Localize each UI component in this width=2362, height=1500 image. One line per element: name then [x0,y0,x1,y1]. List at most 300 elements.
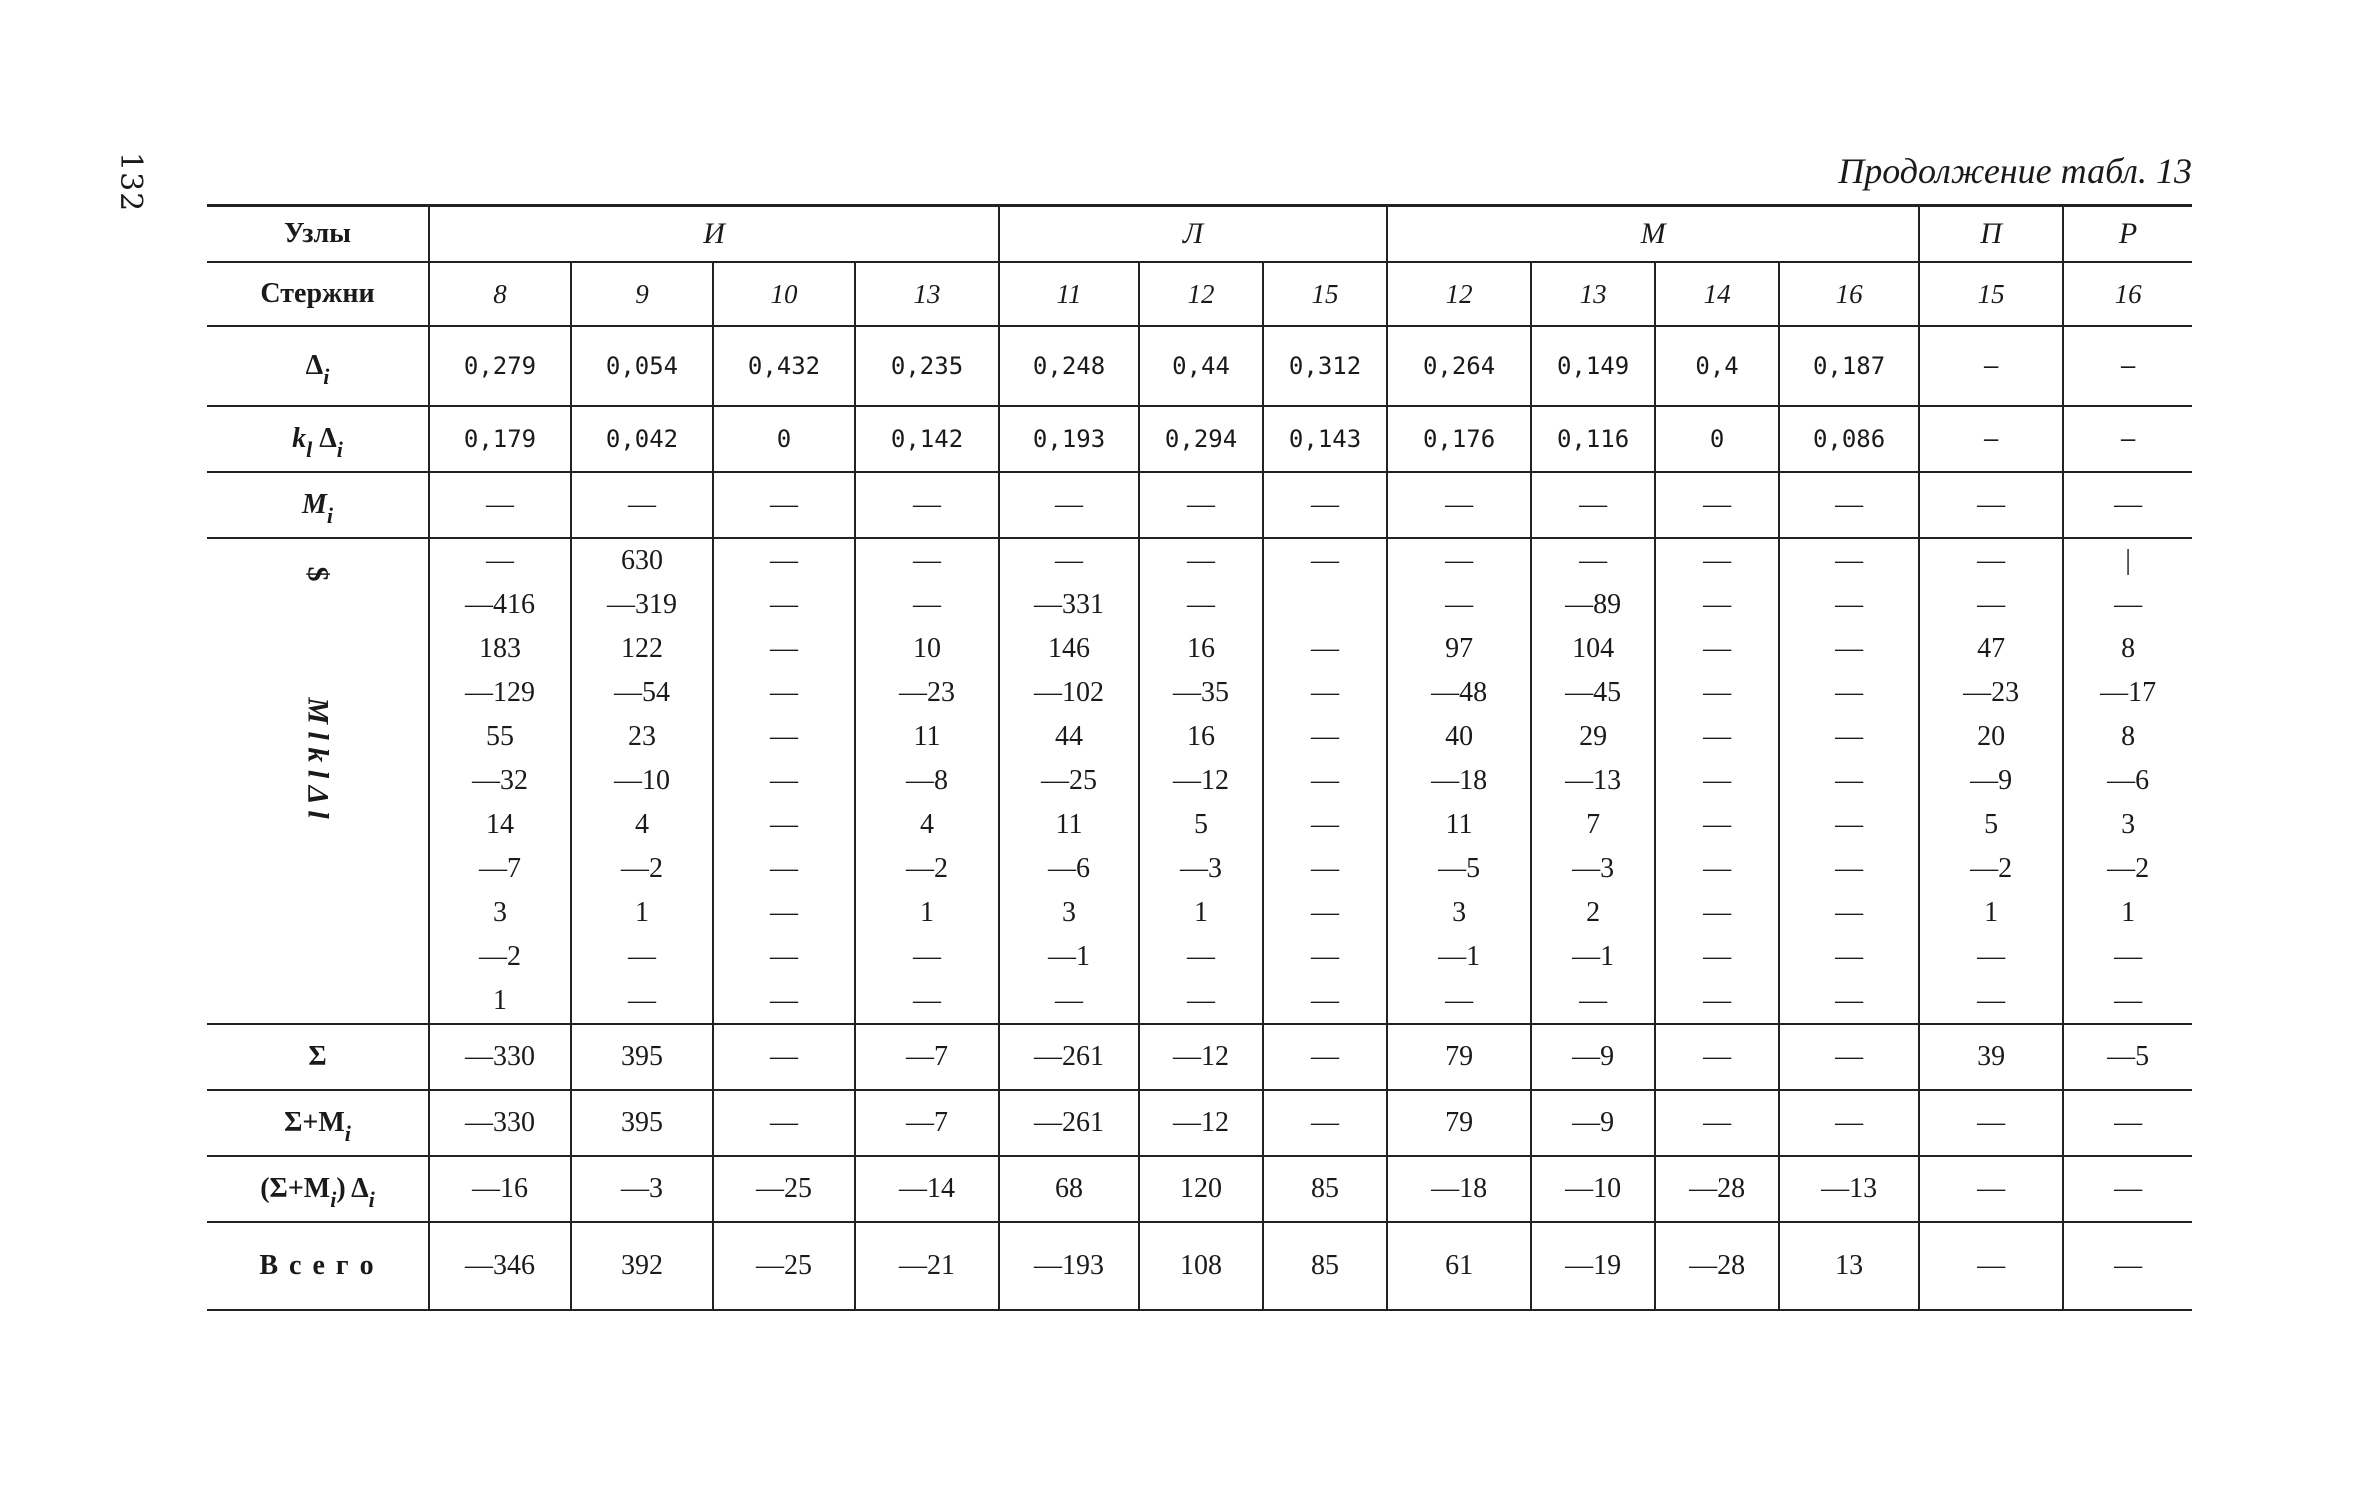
table-cell: 0,143 [1263,406,1387,472]
table-cell: — [1779,1090,1919,1156]
table-cell: 29 [1531,715,1655,759]
table-cell: — [1139,472,1263,538]
block-row [207,583,2192,627]
table-cell: 16 [1139,627,1263,671]
row-sigma [207,1024,2192,1090]
data-table [207,204,2192,1311]
table-cell: — [1919,979,2063,1024]
row-sigma-m [207,1090,2192,1156]
table-cell: 0,176 [1387,406,1531,472]
table-cell: — [1779,538,1919,583]
table-cell: 5 [1139,803,1263,847]
rod-header: 9 [571,262,713,326]
row-label-k-delta [207,406,429,472]
table-cell: — [855,935,999,979]
table-cell: — [1919,406,2063,472]
dollar-mark: $ [301,566,335,582]
table-cell: 3 [1387,891,1531,935]
rod-header: 12 [1387,262,1531,326]
block-row [207,671,2192,715]
table-cell: 5 [1919,803,2063,847]
table-cell: —25 [713,1156,855,1222]
table-cell: —18 [1387,1156,1531,1222]
table-cell: 1 [855,891,999,935]
table-cell: — [1655,472,1779,538]
table-cell: — [1779,891,1919,935]
table-cell: 85 [1263,1156,1387,1222]
group-header: Р [2063,206,2192,263]
table-cell: — [1263,847,1387,891]
table-cell: —330 [429,1024,571,1090]
table-cell: 11 [1387,803,1531,847]
row-label-sigma-m [207,1090,429,1156]
rod-header: 13 [1531,262,1655,326]
table-cell: —12 [1139,1090,1263,1156]
table-cell: — [713,847,855,891]
table-cell: 395 [571,1090,713,1156]
table-cell: 40 [1387,715,1531,759]
table-cell: 146 [999,627,1139,671]
table-cell: 2 [1531,891,1655,935]
nodes-header: Узлы [207,206,429,263]
table-cell: —3 [1531,847,1655,891]
table-cell: — [1139,538,1263,583]
table-cell: — [1655,847,1779,891]
table-cell: —1 [999,935,1139,979]
table-cell: 0,248 [999,326,1139,406]
table-cell: — [1919,326,2063,406]
table-cell: — [1263,1090,1387,1156]
table-cell: —2 [855,847,999,891]
table-cell: — [2063,1222,2192,1310]
table-cell: — [1655,759,1779,803]
table-cell: —319 [571,583,713,627]
table-cell: 4 [571,803,713,847]
table-cell: 47 [1919,627,2063,671]
table-cell: — [855,538,999,583]
row-label-text: Σ+M [284,1107,345,1138]
rod-header: 16 [1779,262,1919,326]
table-cell: — [855,979,999,1024]
row-label-m-i [207,472,429,538]
table-cell: — [713,715,855,759]
row-label-text2: ) Δ [336,1173,369,1204]
table-cell: —21 [855,1222,999,1310]
table-cell: —2 [429,935,571,979]
table-cell: — [1919,1222,2063,1310]
table-cell: — [1387,583,1531,627]
table-cell: 3 [2063,803,2192,847]
table-continuation-caption: Продолжение табл. 13 [1838,151,2192,191]
table-cell: — [713,472,855,538]
table-cell: 1 [2063,891,2192,935]
rods-header: Стержни [207,262,429,326]
table-cell: — [2063,406,2192,472]
table-cell: —2 [571,847,713,891]
table-cell: — [429,472,571,538]
rod-header: 15 [1263,262,1387,326]
table-cell: 0,4 [1655,326,1779,406]
table-cell: — [1655,803,1779,847]
table-cell: —261 [999,1024,1139,1090]
table-cell: —330 [429,1090,571,1156]
table-cell: 61 [1387,1222,1531,1310]
row-label-sub: i [323,364,330,389]
table-cell: — [1779,627,1919,671]
table-cell: 0,042 [571,406,713,472]
table-cell: —12 [1139,1024,1263,1090]
table-cell: 7 [1531,803,1655,847]
table-cell: —9 [1919,759,2063,803]
table-cell: —129 [429,671,571,715]
row-label-text2: Δ [312,423,337,454]
table-cell: —6 [999,847,1139,891]
table-cell: — [713,1024,855,1090]
table-cell: 39 [1919,1024,2063,1090]
table-cell: — [1387,979,1531,1024]
table-cell: — [1387,472,1531,538]
block-label: M l k l Δ l [301,697,335,819]
table-cell: — [429,538,571,583]
table-cell: — [1779,935,1919,979]
table-cell: — [1655,627,1779,671]
table-cell: — [855,472,999,538]
table-cell: — [1779,1024,1919,1090]
table-cell: 392 [571,1222,713,1310]
table-cell: — [1263,538,1387,583]
row-label-sigma [207,1024,429,1090]
table-cell: 8 [2063,627,2192,671]
table-cell: —7 [429,847,571,891]
table-cell: —13 [1779,1156,1919,1222]
table-cell: — [855,583,999,627]
table-cell: 10 [855,627,999,671]
table-cell: — [2063,326,2192,406]
table-cell: 0,193 [999,406,1139,472]
table-cell: — [999,472,1139,538]
table-cell: — [713,583,855,627]
table-cell: — [999,538,1139,583]
table-cell: 0,116 [1531,406,1655,472]
table-cell: 1 [1919,891,2063,935]
table-cell: 0,054 [571,326,713,406]
table-cell: — [713,935,855,979]
table-cell: 122 [571,627,713,671]
row-k-delta [207,406,2192,472]
table-cell: — [1263,1024,1387,1090]
table-cell: —1 [1531,935,1655,979]
table-cell: 183 [429,627,571,671]
table-cell: 0,279 [429,326,571,406]
table-cell: — [1655,979,1779,1024]
table-cell: 0,179 [429,406,571,472]
table-cell: 0,312 [1263,326,1387,406]
table-cell: — [1139,583,1263,627]
block-row [207,627,2192,671]
table-cell: —25 [999,759,1139,803]
row-label-text: k [292,423,307,454]
table-cell: — [1779,979,1919,1024]
row-label-sub: i [326,503,334,528]
group-header: И [429,206,999,263]
table-cell: — [1531,538,1655,583]
table-cell: — [713,979,855,1024]
table-cell: —48 [1387,671,1531,715]
table-cell: — [1779,759,1919,803]
table-cell: —3 [571,1156,713,1222]
row-label-text: Δ [305,350,324,381]
table-cell: — [713,627,855,671]
row-label-total [207,1222,429,1310]
table-cell: —16 [429,1156,571,1222]
table-cell: —3 [1139,847,1263,891]
table-cell: —8 [855,759,999,803]
table-cell: 1 [1139,891,1263,935]
table-cell: — [1655,1024,1779,1090]
table-cell: — [1655,715,1779,759]
table-cell: 108 [1139,1222,1263,1310]
table-cell: 395 [571,1024,713,1090]
table-cell: —9 [1531,1090,1655,1156]
table-cell: — [1655,1090,1779,1156]
table-cell: 630 [571,538,713,583]
rod-header: 15 [1919,262,2063,326]
table-cell: — [1779,715,1919,759]
table-cell: 97 [1387,627,1531,671]
row-label-sigma-m-delta [207,1156,429,1222]
table-cell: 11 [855,715,999,759]
table-cell: — [713,759,855,803]
row-label-sub2: i [368,1187,375,1212]
table-cell: — [713,538,855,583]
row-label-sub: i [330,1187,337,1212]
table-cell: — [2063,472,2192,538]
table-cell: — [713,1090,855,1156]
table-cell: 44 [999,715,1139,759]
row-total [207,1222,2192,1310]
table-cell: —2 [1919,847,2063,891]
table-cell: — [1655,671,1779,715]
table-cell: — [1263,627,1387,671]
table-cell: 16 [1139,715,1263,759]
row-m-i [207,472,2192,538]
table-cell: —7 [855,1090,999,1156]
table-cell: —9 [1531,1024,1655,1090]
rod-header: 11 [999,262,1139,326]
table-cell: —19 [1531,1222,1655,1310]
table-cell: —35 [1139,671,1263,715]
table-cell: — [1655,583,1779,627]
table-cell: —193 [999,1222,1139,1310]
rod-header: 10 [713,262,855,326]
table-cell: —416 [429,583,571,627]
row-label-text: M [301,489,327,520]
group-header: М [1387,206,1919,263]
table-cell: — [713,671,855,715]
table-cell: —102 [999,671,1139,715]
table-cell: — [1263,891,1387,935]
block-label-cell [207,538,429,1024]
table-cell: 104 [1531,627,1655,671]
table-cell: 3 [429,891,571,935]
table-cell: 68 [999,1156,1139,1222]
table-cell: 0,149 [1531,326,1655,406]
table-cell: —32 [429,759,571,803]
block-row [207,935,2192,979]
table-cell: —89 [1531,583,1655,627]
table-cell: 0 [1655,406,1779,472]
table-cell: — [571,935,713,979]
row-label-delta [207,326,429,406]
table-cell: — [1263,472,1387,538]
table-cell: — [1919,935,2063,979]
table-cell: — [2063,583,2192,627]
table-cell: 23 [571,715,713,759]
row-label-text: В с е г о [259,1250,376,1281]
table-cell: —25 [713,1222,855,1310]
table-cell: — [1919,1090,2063,1156]
table-cell: —28 [1655,1222,1779,1310]
table-cell: — [1387,538,1531,583]
table-cell: 0,432 [713,326,855,406]
table-cell: — [1655,935,1779,979]
header-row-nodes [207,206,2192,263]
table-cell: 1 [571,891,713,935]
table-cell: —1 [1387,935,1531,979]
table-cell: — [1779,803,1919,847]
table-cell: — [1263,759,1387,803]
table-cell: 14 [429,803,571,847]
table-cell: —45 [1531,671,1655,715]
table-cell: — [1531,979,1655,1024]
table-cell: — [2063,979,2192,1024]
table-cell: —7 [855,1024,999,1090]
row-label-sub: l [306,437,313,462]
row-label-sub: i [344,1121,351,1146]
block-row [207,538,2192,583]
row-delta [207,326,2192,406]
table-cell: —346 [429,1222,571,1310]
table-cell: — [1919,538,2063,583]
table-cell: —2 [2063,847,2192,891]
table-cell: — [1779,583,1919,627]
table-cell: —331 [999,583,1139,627]
row-sigma-m-delta [207,1156,2192,1222]
table-cell: 13 [1779,1222,1919,1310]
table-cell: | [2063,538,2192,583]
table-cell: 79 [1387,1090,1531,1156]
table-cell: 0,086 [1779,406,1919,472]
table-cell: —5 [2063,1024,2192,1090]
table-cell: 4 [855,803,999,847]
table-cell: — [713,803,855,847]
table-cell: 120 [1139,1156,1263,1222]
row-label-sub2: i [336,437,343,462]
block-row [207,715,2192,759]
table-cell: — [1139,979,1263,1024]
block-row [207,847,2192,891]
table-cell: —54 [571,671,713,715]
table-cell: —18 [1387,759,1531,803]
table-cell: —23 [855,671,999,715]
row-label-text: (Σ+M [260,1173,331,1204]
rod-header: 8 [429,262,571,326]
rod-header: 16 [2063,262,2192,326]
table-cell: 8 [2063,715,2192,759]
block-row [207,891,2192,935]
group-header: П [1919,206,2063,263]
table-cell: — [713,891,855,935]
table-cell: —17 [2063,671,2192,715]
table-cell: — [1919,583,2063,627]
table-cell: —23 [1919,671,2063,715]
table-cell: —13 [1531,759,1655,803]
table-cell: — [2063,1156,2192,1222]
table-cell: — [1779,671,1919,715]
table-cell: — [999,979,1139,1024]
block-row [207,759,2192,803]
block-row [207,803,2192,847]
table-cell: 11 [999,803,1139,847]
block-row [207,979,2192,1024]
table-cell: — [1779,847,1919,891]
table-cell: —6 [2063,759,2192,803]
table-cell: —5 [1387,847,1531,891]
table-cell: 55 [429,715,571,759]
table-cell: 3 [999,891,1139,935]
table-cell: — [1263,935,1387,979]
table-cell: — [1919,1156,2063,1222]
table-cell: —12 [1139,759,1263,803]
table-cell [1263,583,1387,627]
table-cell: — [1263,671,1387,715]
rod-header: 13 [855,262,999,326]
rod-header: 12 [1139,262,1263,326]
table-cell: 0,235 [855,326,999,406]
table-cell: —261 [999,1090,1139,1156]
table-cell: 0 [713,406,855,472]
table-cell: —28 [1655,1156,1779,1222]
table-cell: — [1779,472,1919,538]
table-cell: — [1139,935,1263,979]
table-cell: —14 [855,1156,999,1222]
table-cell: — [1263,715,1387,759]
table-cell: 0,294 [1139,406,1263,472]
header-row-rods [207,262,2192,326]
table-cell: 0,187 [1779,326,1919,406]
table-cell: —10 [571,759,713,803]
table-cell: 79 [1387,1024,1531,1090]
table-cell: — [571,472,713,538]
table-cell: — [1655,538,1779,583]
table-cell: — [2063,935,2192,979]
table-cell: — [1263,803,1387,847]
table-cell: — [1919,472,2063,538]
table-cell: — [1531,472,1655,538]
table-cell: 0,264 [1387,326,1531,406]
table-cell: — [571,979,713,1024]
group-header: Л [999,206,1387,263]
table-cell: 85 [1263,1222,1387,1310]
page-number: 132 [113,152,148,213]
table-cell: 0,44 [1139,326,1263,406]
table-cell: —10 [1531,1156,1655,1222]
table-cell: 0,142 [855,406,999,472]
table-cell: — [1263,979,1387,1024]
row-label-text: Σ [308,1041,327,1072]
table-cell: — [2063,1090,2192,1156]
table-cell: — [1655,891,1779,935]
